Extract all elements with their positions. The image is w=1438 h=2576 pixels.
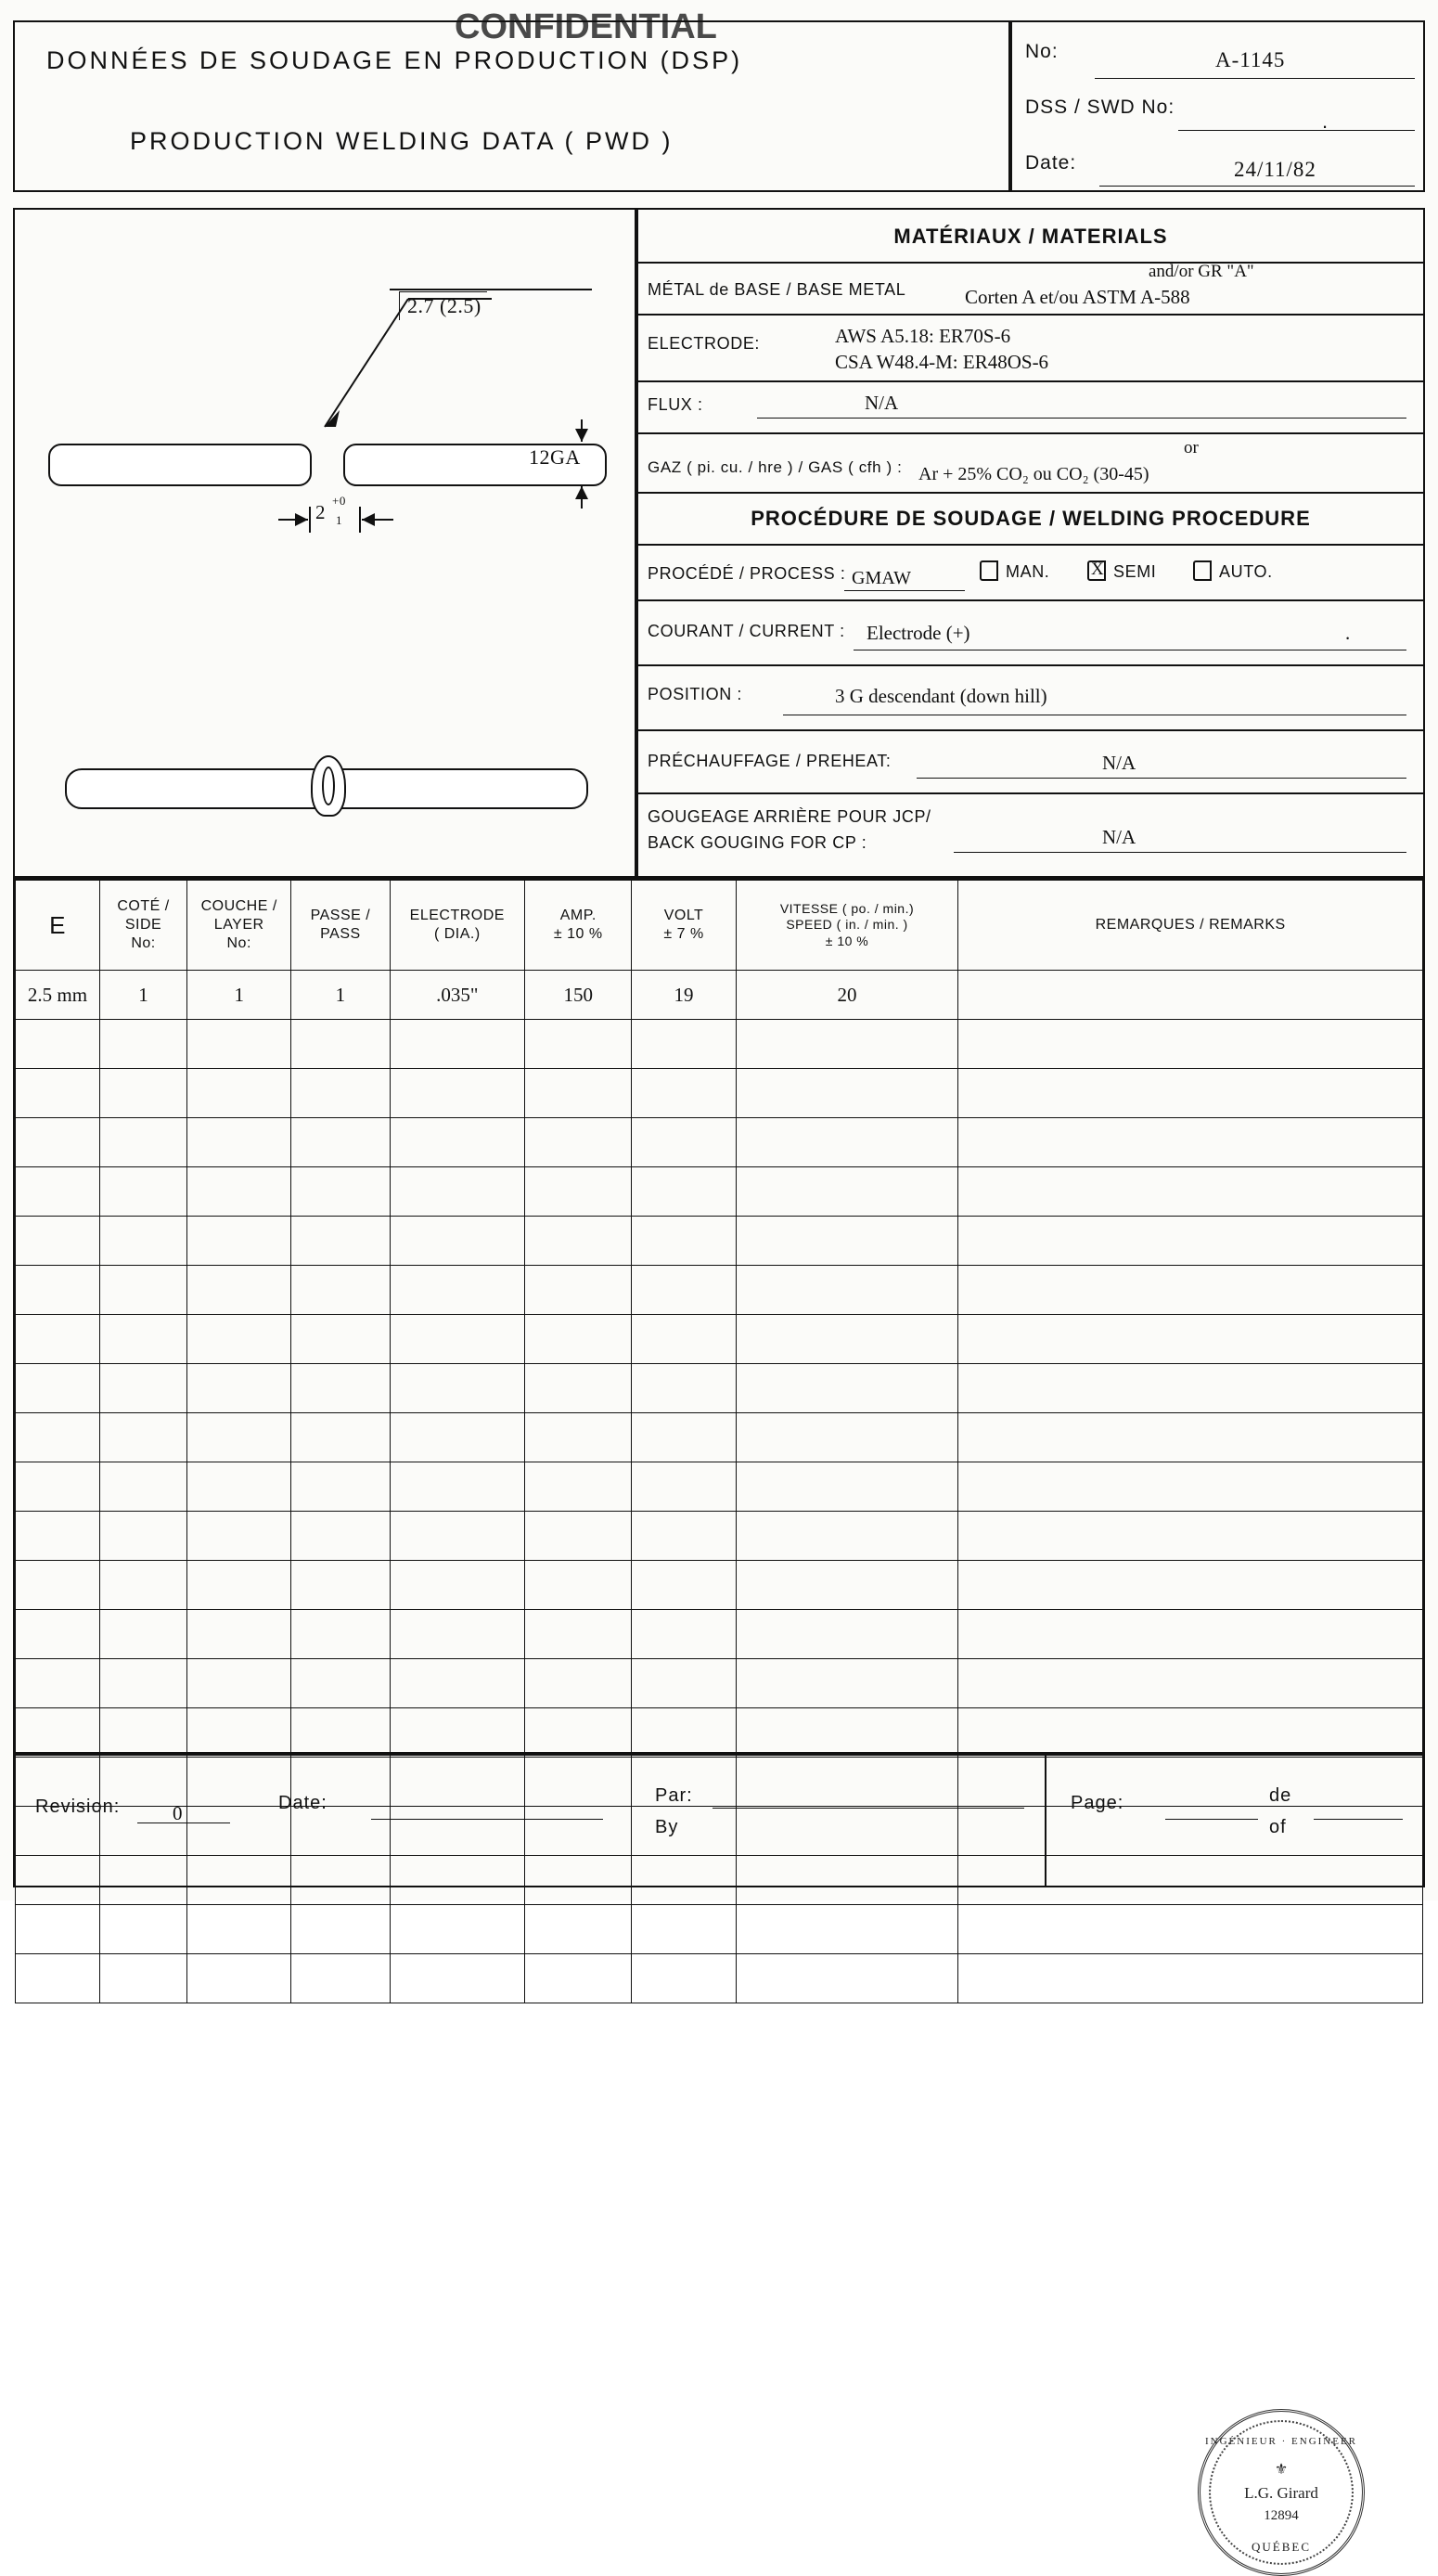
table-row[interactable] [16, 1069, 1423, 1118]
table-row[interactable] [16, 1118, 1423, 1167]
cell-speed[interactable] [736, 1462, 958, 1512]
cell-remarks[interactable] [958, 1905, 1423, 1954]
page-underline [1165, 1819, 1258, 1820]
dimension-top-value: 2.7 (2.5) [399, 291, 487, 320]
divider-7 [638, 599, 1423, 601]
cell-electrode[interactable] [390, 1708, 525, 1758]
col-header-volt: VOLT ± 7 % [632, 881, 736, 971]
gouging-underline [954, 852, 1406, 853]
divider-10 [638, 792, 1423, 794]
preheat-label: PRÉCHAUFFAGE / PREHEAT: [648, 752, 892, 770]
gouging-label-line1: GOUGEAGE ARRIÈRE POUR JCP/ [648, 807, 931, 826]
col-header-speed: VITESSE ( po. / min.) SPEED ( in. / min. ) ± 10 % [736, 881, 958, 971]
table-row[interactable] [16, 1954, 1423, 2003]
flux-label: FLUX : [648, 395, 703, 414]
cell-amp[interactable] [525, 1561, 632, 1610]
page-total-underline [1314, 1819, 1403, 1820]
cell-pass[interactable] [291, 1413, 390, 1462]
table-row[interactable] [16, 1413, 1423, 1462]
cell-e[interactable] [16, 1364, 100, 1413]
cell-side[interactable] [100, 1561, 187, 1610]
table-row[interactable] [16, 1462, 1423, 1512]
col-header-electrode: ELECTRODE ( DIA.) [390, 881, 525, 971]
cell-amp[interactable] [525, 1217, 632, 1266]
table-row[interactable] [16, 1659, 1423, 1708]
table-header-row [16, 881, 1423, 971]
no-label: No: [1025, 41, 1059, 62]
cell-side[interactable] [100, 1708, 187, 1758]
cell-volt[interactable] [632, 1217, 736, 1266]
cell-volt[interactable] [632, 1118, 736, 1167]
cell-speed[interactable] [736, 1905, 958, 1954]
current-dot: . [1345, 622, 1351, 644]
table-row[interactable] [16, 1610, 1423, 1659]
current-value[interactable]: Electrode (+) [867, 622, 970, 644]
cell-amp[interactable] [525, 1167, 632, 1217]
page-label: Page: [1071, 1793, 1124, 1813]
divider-2 [638, 314, 1423, 316]
cell-electrode[interactable] [390, 1167, 525, 1217]
cell-layer[interactable] [187, 1462, 291, 1512]
cell-layer[interactable] [187, 1954, 291, 2003]
cell-pass[interactable] [291, 1708, 390, 1758]
cell-electrode[interactable] [390, 1020, 525, 1069]
divider-5 [638, 492, 1423, 494]
stamp-top-text: INGÉNIEUR · ENGINEER [1204, 2436, 1358, 2447]
cell-pass[interactable] [291, 1610, 390, 1659]
date-value[interactable]: 24/11/82 [1234, 158, 1316, 181]
date-underline [1099, 186, 1415, 187]
cell-amp[interactable] [525, 1315, 632, 1364]
preheat-value[interactable]: N/A [1102, 752, 1136, 774]
cell-remarks[interactable] [958, 1364, 1423, 1413]
cell-side[interactable]: 1 [100, 971, 187, 1020]
base-metal-note: and/or GR "A" [1149, 262, 1254, 281]
cell-amp[interactable] [525, 1462, 632, 1512]
cell-speed[interactable]: 20 [736, 971, 958, 1020]
cell-side[interactable] [100, 1217, 187, 1266]
cell-amp[interactable] [525, 1118, 632, 1167]
cell-remarks[interactable] [958, 1512, 1423, 1561]
table-row[interactable] [16, 1512, 1423, 1561]
cell-side[interactable] [100, 1413, 187, 1462]
divider-3 [638, 380, 1423, 382]
cell-remarks[interactable] [958, 1315, 1423, 1364]
cell-layer[interactable] [187, 1167, 291, 1217]
cell-speed[interactable] [736, 1413, 958, 1462]
cell-side[interactable] [100, 1118, 187, 1167]
cell-side[interactable] [100, 1167, 187, 1217]
cell-amp[interactable] [525, 1610, 632, 1659]
cell-electrode[interactable]: .035" [390, 971, 525, 1020]
engineer-stamp [1198, 2409, 1365, 2576]
cell-amp[interactable] [525, 1413, 632, 1462]
stamp-engineer-name: L.G. Girard [1244, 2484, 1318, 2502]
cell-speed[interactable] [736, 1512, 958, 1561]
cell-e[interactable] [16, 1266, 100, 1315]
cell-volt[interactable] [632, 1954, 736, 2003]
cell-volt[interactable] [632, 1364, 736, 1413]
cell-layer[interactable] [187, 1266, 291, 1315]
cell-pass[interactable]: 1 [291, 971, 390, 1020]
base-metal-label: MÉTAL de BASE / BASE METAL [648, 280, 906, 299]
cell-side[interactable] [100, 1512, 187, 1561]
cell-layer[interactable] [187, 1413, 291, 1462]
cell-electrode[interactable] [390, 1659, 525, 1708]
table-row[interactable] [16, 1167, 1423, 1217]
cell-layer[interactable] [187, 1610, 291, 1659]
cell-volt[interactable] [632, 1462, 736, 1512]
cell-side[interactable] [100, 1610, 187, 1659]
cell-layer[interactable] [187, 1315, 291, 1364]
procedure-heading: PROCÉDURE DE SOUDAGE / WELDING PROCEDURE [751, 507, 1311, 530]
cell-pass[interactable] [291, 1462, 390, 1512]
cell-volt[interactable] [632, 1266, 736, 1315]
cell-layer[interactable] [187, 1069, 291, 1118]
page-title-en: PRODUCTION WELDING DATA ( PWD ) [130, 127, 674, 155]
footer-date-underline [371, 1819, 603, 1820]
col-header-e: E [16, 881, 100, 971]
cell-speed[interactable] [736, 1069, 958, 1118]
flux-underline [757, 418, 1406, 419]
cell-volt[interactable]: 19 [632, 971, 736, 1020]
checkbox-man[interactable] [980, 560, 998, 581]
cell-remarks[interactable] [958, 1118, 1423, 1167]
cell-amp[interactable] [525, 1659, 632, 1708]
cell-e[interactable] [16, 1069, 100, 1118]
no-value[interactable]: A-1145 [1215, 48, 1286, 71]
cell-pass[interactable] [291, 1069, 390, 1118]
cell-volt[interactable] [632, 1561, 736, 1610]
cell-amp[interactable] [525, 1364, 632, 1413]
cell-layer[interactable] [187, 1659, 291, 1708]
cell-speed[interactable] [736, 1020, 958, 1069]
par-label: Par: [655, 1785, 693, 1806]
cell-e[interactable] [16, 1118, 100, 1167]
cell-remarks[interactable] [958, 1069, 1423, 1118]
cell-electrode[interactable] [390, 1266, 525, 1315]
cell-pass[interactable] [291, 1364, 390, 1413]
cell-e[interactable] [16, 1413, 100, 1462]
cell-side[interactable] [100, 1659, 187, 1708]
cell-remarks[interactable] [958, 1954, 1423, 2003]
gap-dimension-value: 2 [315, 501, 326, 523]
cell-pass[interactable] [291, 1315, 390, 1364]
stamp-province: QUÉBEC [1252, 2540, 1311, 2554]
revision-label: Revision: [35, 1797, 121, 1817]
cell-remarks[interactable] [958, 1020, 1423, 1069]
materials-heading: MATÉRIAUX / MATERIALS [893, 225, 1168, 248]
gouging-label-line2: BACK GOUGING FOR CP : [648, 833, 867, 852]
position-value[interactable]: 3 G descendant (down hill) [835, 685, 1047, 707]
cell-amp[interactable] [525, 1020, 632, 1069]
footer-divider [1045, 1756, 1046, 1886]
date-label: Date: [1025, 152, 1077, 174]
cell-electrode[interactable] [390, 1217, 525, 1266]
cell-e[interactable] [16, 1167, 100, 1217]
cell-e[interactable] [16, 1610, 100, 1659]
cell-electrode[interactable] [390, 1561, 525, 1610]
process-label: PROCÉDÉ / PROCESS : [648, 564, 846, 583]
cell-layer[interactable] [187, 1708, 291, 1758]
stamp-license-number: 12894 [1264, 2508, 1299, 2523]
position-label: POSITION : [648, 685, 743, 703]
cell-remarks[interactable] [958, 1413, 1423, 1462]
cell-side[interactable] [100, 1069, 187, 1118]
electrode-value-2[interactable]: CSA W48.4-M: ER48OS-6 [835, 351, 1049, 373]
weld-bead-core-shape [322, 766, 335, 805]
cell-speed[interactable] [736, 1217, 958, 1266]
cell-remarks[interactable] [958, 1708, 1423, 1758]
cell-pass[interactable] [291, 1512, 390, 1561]
cell-speed[interactable] [736, 1364, 958, 1413]
checkbox-man-label: MAN. [1006, 562, 1050, 581]
electrode-label: ELECTRODE: [648, 334, 761, 353]
cell-e[interactable] [16, 1905, 100, 1954]
cell-pass[interactable] [291, 1167, 390, 1217]
of-label: of [1269, 1817, 1287, 1837]
cell-speed[interactable] [736, 1315, 958, 1364]
cell-layer[interactable] [187, 1561, 291, 1610]
cell-electrode[interactable] [390, 1462, 525, 1512]
divider-9 [638, 729, 1423, 731]
cell-layer[interactable] [187, 1217, 291, 1266]
cell-pass[interactable] [291, 1561, 390, 1610]
table-row[interactable] [16, 1315, 1423, 1364]
cell-speed[interactable] [736, 1118, 958, 1167]
cell-electrode[interactable] [390, 1413, 525, 1462]
cell-amp[interactable] [525, 1512, 632, 1561]
cell-e[interactable] [16, 1020, 100, 1069]
table-row[interactable] [16, 971, 1423, 1020]
cell-electrode[interactable] [390, 1315, 525, 1364]
cell-speed[interactable] [736, 1561, 958, 1610]
cell-volt[interactable] [632, 1659, 736, 1708]
cell-electrode[interactable] [390, 1512, 525, 1561]
dss-underline [1178, 130, 1415, 131]
cell-side[interactable] [100, 1462, 187, 1512]
cell-pass[interactable] [291, 1217, 390, 1266]
preheat-underline [917, 778, 1406, 779]
cell-volt[interactable] [632, 1413, 736, 1462]
cell-amp[interactable] [525, 1069, 632, 1118]
page-title-fr: DONNÉES DE SOUDAGE EN PRODUCTION (DSP) [46, 46, 743, 74]
gap-tolerance-upper: +0 [332, 494, 346, 508]
cell-remarks[interactable] [958, 1659, 1423, 1708]
confidential-watermark: CONFIDENTIAL [455, 7, 717, 46]
cell-electrode[interactable] [390, 1905, 525, 1954]
thickness-value: 12GA [529, 445, 581, 469]
gas-label: GAZ ( pi. cu. / hre ) / GAS ( cfh ) : [648, 458, 903, 476]
cell-pass[interactable] [291, 1905, 390, 1954]
checkbox-semi-label: SEMI [1113, 562, 1157, 581]
cell-amp[interactable] [525, 1708, 632, 1758]
cell-e[interactable] [16, 1315, 100, 1364]
revision-value[interactable]: 0 [173, 1802, 183, 1824]
cell-volt[interactable] [632, 1610, 736, 1659]
base-metal-value[interactable]: Corten A et/ou ASTM A-588 [965, 286, 1190, 308]
col-header-layer: COUCHE / LAYER No: [187, 881, 291, 971]
cell-pass[interactable] [291, 1020, 390, 1069]
electrode-value-1[interactable]: AWS A5.18: ER70S-6 [835, 325, 1011, 347]
divider-8 [638, 664, 1423, 666]
cell-volt[interactable] [632, 1905, 736, 1954]
process-underline [844, 590, 965, 591]
dss-swd-no-label: DSS / SWD No: [1025, 97, 1175, 118]
checkbox-semi-mark: X [1091, 560, 1104, 579]
process-value[interactable]: GMAW [852, 568, 911, 588]
cell-side[interactable] [100, 1954, 187, 2003]
table-row[interactable] [16, 1708, 1423, 1758]
gouging-value[interactable]: N/A [1102, 826, 1136, 848]
fleur-de-lis-icon: ⚜ [1274, 2462, 1289, 2478]
cell-e[interactable]: 2.5 mm [16, 971, 100, 1020]
cell-e[interactable] [16, 1708, 100, 1758]
cell-electrode[interactable] [390, 1364, 525, 1413]
cell-remarks[interactable] [958, 971, 1423, 1020]
dss-dot: . [1322, 109, 1329, 133]
table-row[interactable] [16, 1905, 1423, 1954]
cell-side[interactable] [100, 1315, 187, 1364]
cell-speed[interactable] [736, 1659, 958, 1708]
cell-amp[interactable] [525, 1266, 632, 1315]
materials-procedure-panel [636, 208, 1425, 878]
cell-electrode[interactable] [390, 1069, 525, 1118]
divider-4 [638, 432, 1423, 434]
col-header-remarks: REMARQUES / REMARKS [958, 881, 1423, 971]
current-label: COURANT / CURRENT : [648, 622, 845, 640]
cell-e[interactable] [16, 1217, 100, 1266]
cell-remarks[interactable] [958, 1462, 1423, 1512]
plate-left-shape [48, 444, 312, 486]
cell-layer[interactable] [187, 1364, 291, 1413]
no-underline [1095, 78, 1415, 79]
cell-e[interactable] [16, 1659, 100, 1708]
cell-speed[interactable] [736, 1708, 958, 1758]
cell-layer[interactable] [187, 1512, 291, 1561]
table-row[interactable] [16, 1020, 1423, 1069]
checkbox-auto-label: AUTO. [1219, 562, 1273, 581]
table-row[interactable] [16, 1561, 1423, 1610]
cell-volt[interactable] [632, 1069, 736, 1118]
cell-remarks[interactable] [958, 1217, 1423, 1266]
col-header-side: COTÉ / SIDE No: [100, 881, 187, 971]
cell-e[interactable] [16, 1954, 100, 2003]
cell-speed[interactable] [736, 1266, 958, 1315]
cell-pass[interactable] [291, 1118, 390, 1167]
cell-remarks[interactable] [958, 1167, 1423, 1217]
table-row[interactable] [16, 1217, 1423, 1266]
divider-1 [638, 262, 1423, 264]
cell-pass[interactable] [291, 1266, 390, 1315]
cell-side[interactable] [100, 1905, 187, 1954]
cell-speed[interactable] [736, 1954, 958, 2003]
flux-value[interactable]: N/A [865, 392, 899, 414]
col-header-pass: PASSE / PASS [291, 881, 390, 971]
cell-volt[interactable] [632, 1167, 736, 1217]
divider-6 [638, 544, 1423, 546]
cell-layer[interactable] [187, 1118, 291, 1167]
cell-e[interactable] [16, 1512, 100, 1561]
by-label: By [655, 1817, 679, 1837]
footer-date-label: Date: [278, 1793, 327, 1813]
cell-volt[interactable] [632, 1708, 736, 1758]
cell-e[interactable] [16, 1561, 100, 1610]
cell-amp[interactable] [525, 1905, 632, 1954]
par-underline [713, 1808, 1024, 1809]
checkbox-auto[interactable] [1193, 560, 1212, 581]
cell-volt[interactable] [632, 1020, 736, 1069]
cell-speed[interactable] [736, 1167, 958, 1217]
cell-electrode[interactable] [390, 1610, 525, 1659]
cell-layer[interactable] [187, 1020, 291, 1069]
cell-volt[interactable] [632, 1315, 736, 1364]
cell-amp[interactable]: 150 [525, 971, 632, 1020]
cell-volt[interactable] [632, 1512, 736, 1561]
cell-layer[interactable]: 1 [187, 971, 291, 1020]
col-header-amp: AMP. ± 10 % [525, 881, 632, 971]
cell-side[interactable] [100, 1364, 187, 1413]
cell-electrode[interactable] [390, 1954, 525, 2003]
table-row[interactable] [16, 1266, 1423, 1315]
gap-tolerance-lower: 1 [336, 513, 342, 527]
cell-remarks[interactable] [958, 1610, 1423, 1659]
gas-value[interactable]: Ar + 25% CO₂ ou CO₂ (30-45) [918, 464, 1149, 484]
cell-speed[interactable] [736, 1610, 958, 1659]
footer-box [13, 1754, 1425, 1887]
gas-note: or [1184, 438, 1199, 457]
cell-side[interactable] [100, 1266, 187, 1315]
cell-remarks[interactable] [958, 1561, 1423, 1610]
cell-pass[interactable] [291, 1659, 390, 1708]
cell-electrode[interactable] [390, 1118, 525, 1167]
cell-pass[interactable] [291, 1954, 390, 2003]
cell-e[interactable] [16, 1462, 100, 1512]
de-label: de [1269, 1785, 1292, 1806]
cell-side[interactable] [100, 1020, 187, 1069]
cell-layer[interactable] [187, 1905, 291, 1954]
cell-amp[interactable] [525, 1954, 632, 2003]
table-row[interactable] [16, 1364, 1423, 1413]
cell-remarks[interactable] [958, 1266, 1423, 1315]
